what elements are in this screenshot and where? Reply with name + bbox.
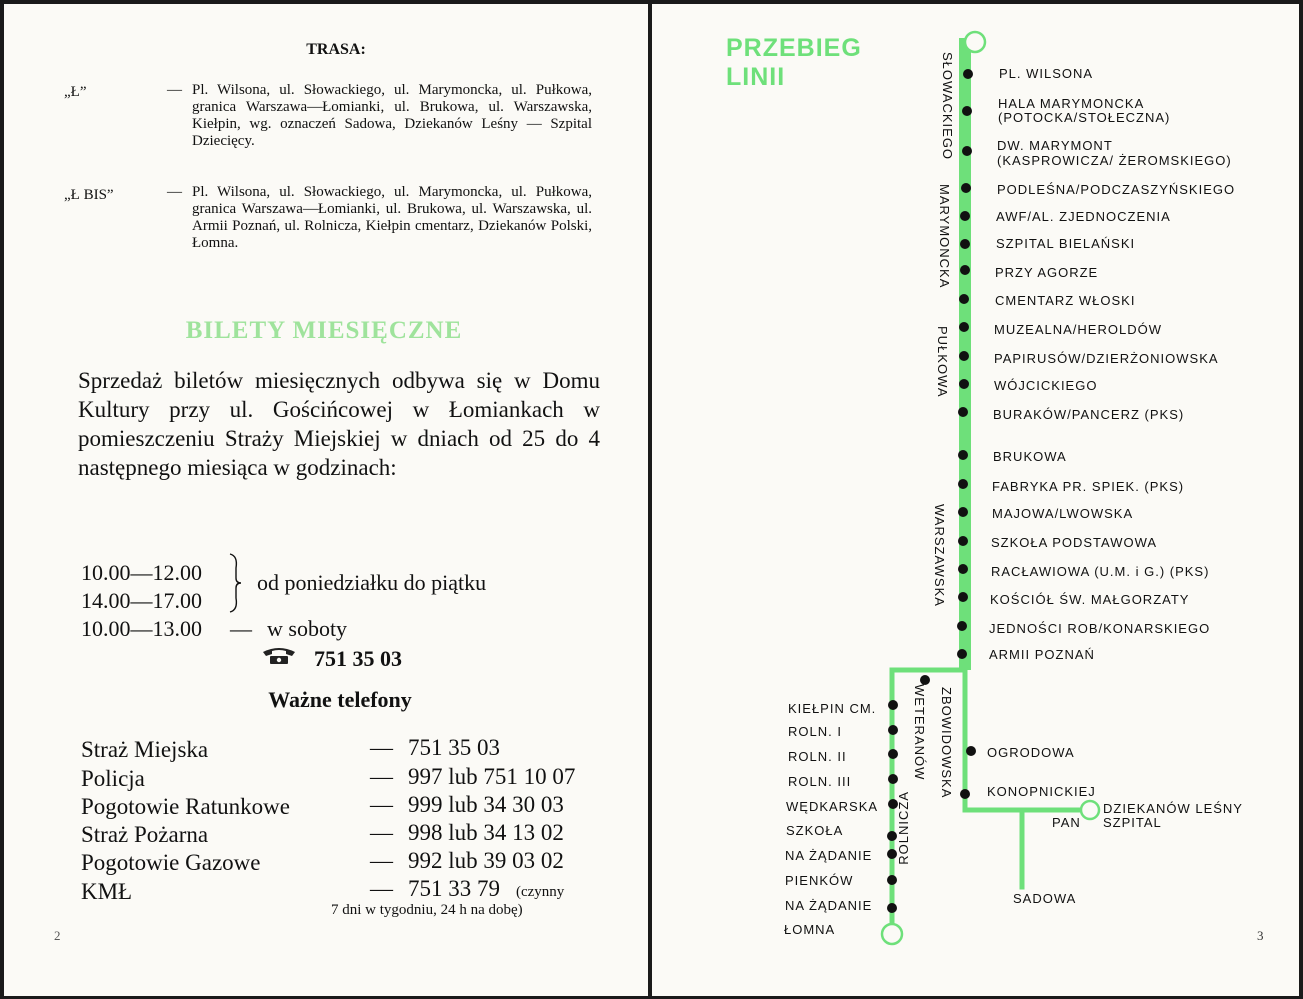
hours-range-3-dash: — <box>230 616 252 641</box>
stop-label: WÓJCICKIEGO <box>994 378 1098 393</box>
stop-label: JEDNOŚCI ROB/KONARSKIEGO <box>989 621 1211 636</box>
stop-label: DW. MARYMONT <box>997 138 1113 153</box>
stop-label: CMENTARZ WŁOSKI <box>995 293 1136 308</box>
left-page <box>4 4 648 996</box>
stop-label: (POTOCKA/STOŁECZNA) <box>998 110 1171 125</box>
route-lbis-text: Pl. Wilsona, ul. Słowackiego, ul. Marymoncka, ul. Pułkowa, granica Warszawa—Łomianki, ul. Brukowa, ul. Warszawska, ul. Armii Poznań, ul. Rolnicza, Kiełpin cmentarz, Dziekanów Polski, Łomna. <box>192 184 592 251</box>
stop-label: ARMII POZNAŃ <box>989 647 1095 662</box>
branch-stop-label: ROLN. III <box>788 774 852 789</box>
terminus-wilsona <box>965 32 985 52</box>
phone-entry-dash: — <box>370 820 393 845</box>
stop-label: KOŚCIÓŁ ŚW. MAŁGORZATY <box>990 592 1190 607</box>
phone-entry-dash: — <box>370 735 393 760</box>
phone-entry-name: Policja <box>81 766 145 791</box>
branch-stop-label: ROLN. II <box>788 749 847 764</box>
kml-note: (czynny <box>516 884 565 900</box>
street-label: ROLNICZA <box>896 791 911 865</box>
stop-label: MAJOWA/LWOWSKA <box>992 506 1134 521</box>
stop-label: PL. WILSONA <box>999 66 1094 81</box>
important-phones-heading: Ważne telefony <box>268 687 412 712</box>
street-label: WETERANÓW <box>912 684 927 781</box>
phone-entry-dash: — <box>370 764 393 789</box>
branch-stop-label: PIENKÓW <box>785 873 854 888</box>
phone-entry-number: 751 35 03 <box>408 735 500 760</box>
stop-label: MUZEALNA/HEROLDÓW <box>994 322 1162 337</box>
stop-label: AWF/AL. ZJEDNOCZENIA <box>996 209 1171 224</box>
phone-entry-number: 751 33 79 <box>408 876 500 901</box>
stop-label: (KASPROWICZA/ ŻEROMSKIEGO) <box>997 153 1232 168</box>
stop-label: HALA MARYMONCKA <box>998 96 1145 111</box>
stop-label: DZIEKANÓW LEŚNY <box>1103 801 1243 816</box>
stop-label: PRZY AGORZE <box>995 265 1099 280</box>
route-l-dash: — <box>167 82 182 98</box>
page-number: 2 <box>54 928 61 943</box>
route-map-heading-line1: PRZEBIEG <box>726 34 862 62</box>
stop-label: RACŁAWIOWA (U.M. i G.) (PKS) <box>991 564 1210 579</box>
stop-label: PAN <box>1052 815 1081 830</box>
stop-label: BRUKOWA <box>993 449 1067 464</box>
branch-stop-label: NA ŻĄDANIE <box>785 898 873 913</box>
hours-saturday-label: w soboty <box>267 616 348 641</box>
phone-entry-name: Straż Miejska <box>81 737 209 762</box>
street-label: PUŁKOWA <box>935 326 950 398</box>
telephone-icon <box>259 644 299 666</box>
right-page <box>652 4 1299 996</box>
street-label: SŁOWACKIEGO <box>940 52 955 161</box>
phone-entry-dash: — <box>370 848 393 873</box>
monthly-tickets-text: Sprzedaż biletów miesięcznych odbywa się w Domu Kultury przy ul. Gościńcowej w Łomiankach w pomieszczeniu Straży Miejskiej w dniach od 25 do 4 następnego miesiąca w godzinach: <box>78 368 600 480</box>
stop-label: KONOPNICKIEJ <box>987 784 1096 799</box>
route-l-text: Pl. Wilsona, ul. Słowackiego, ul. Marymoncka, ul. Pułkowa, granica Warszawa—Łomianki, ul. Brukowa, ul. Warszawska, Kiełpin, wg. oznaczeń Sadowa, Dziekanów Leśny — Szpital Dziecięcy. <box>192 82 592 149</box>
stop-label: PAPIRUSÓW/DZIERŻONIOWSKA <box>994 351 1219 366</box>
phone-entry-number: 999 lub 34 30 03 <box>408 792 564 817</box>
route-l-label: „Ł” <box>64 84 87 100</box>
phone-entry-number: 997 lub 751 10 07 <box>408 764 576 789</box>
phone-entry-name: Pogotowie Ratunkowe <box>81 794 290 819</box>
stop-label: PODLEŚNA/PODCZASZYŃSKIEGO <box>997 182 1236 197</box>
terminus-lomna <box>882 924 902 944</box>
route-lbis-dash: — <box>167 184 182 200</box>
hours-weekday-label: od poniedziałku do piątku <box>257 570 487 595</box>
hours-range-3: 10.00—13.00 <box>81 616 202 641</box>
phone-entry-name: KMŁ <box>81 879 133 904</box>
branch-stop-label: KIEŁPIN CM. <box>788 701 877 716</box>
street-label: ZBOWIDOWSKA <box>939 687 954 799</box>
route-lbis-label: „Ł BIS” <box>64 187 114 203</box>
page-number: 3 <box>1257 928 1264 943</box>
stop-label: SZPITAL <box>1103 815 1162 830</box>
stop-label: SZPITAL BIELAŃSKI <box>996 236 1136 251</box>
branch-stop-label: SZKOŁA <box>786 823 844 838</box>
kml-note-continued: 7 dni w tygodniu, 24 h na dobę) <box>331 902 523 918</box>
branch-stop-label: ROLN. I <box>788 724 842 739</box>
hours-range-1: 10.00—12.00 <box>81 560 202 585</box>
phone-entry-dash: — <box>370 792 393 817</box>
phone-entry-number: 992 lub 39 03 02 <box>408 848 564 873</box>
stop-label: SADOWA <box>1013 891 1077 906</box>
stop-label: SZKOŁA PODSTAWOWA <box>991 535 1158 550</box>
branch-stop-label: ŁOMNA <box>784 922 836 937</box>
stop-label: FABRYKA PR. SPIEK. (PKS) <box>992 479 1185 494</box>
street-label: MARYMONCKA <box>937 184 952 289</box>
terminus-dziekanow <box>1081 801 1099 819</box>
route-title: TRASA: <box>306 41 366 58</box>
hours-range-2: 14.00—17.00 <box>81 588 202 613</box>
phone-entry-name: Pogotowie Gazowe <box>81 850 261 875</box>
route-map-heading-line2: LINII <box>726 63 786 91</box>
street-label: WARSZAWSKA <box>932 504 947 607</box>
phone-entry-number: 998 lub 34 13 02 <box>408 820 564 845</box>
stop-label: OGRODOWA <box>987 745 1075 760</box>
monthly-tickets-heading: BILETY MIESIĘCZNE <box>185 317 463 344</box>
phone-entry-dash: — <box>370 876 393 901</box>
stop-label: BURAKÓW/PANCERZ (PKS) <box>993 407 1185 422</box>
tickets-phone-number: 751 35 03 <box>314 646 402 671</box>
hours-brace <box>226 552 248 614</box>
phone-entry-name: Straż Pożarna <box>81 822 209 847</box>
branch-stop-label: NA ŻĄDANIE <box>785 848 873 863</box>
branch-stop-label: WĘDKARSKA <box>786 799 879 814</box>
